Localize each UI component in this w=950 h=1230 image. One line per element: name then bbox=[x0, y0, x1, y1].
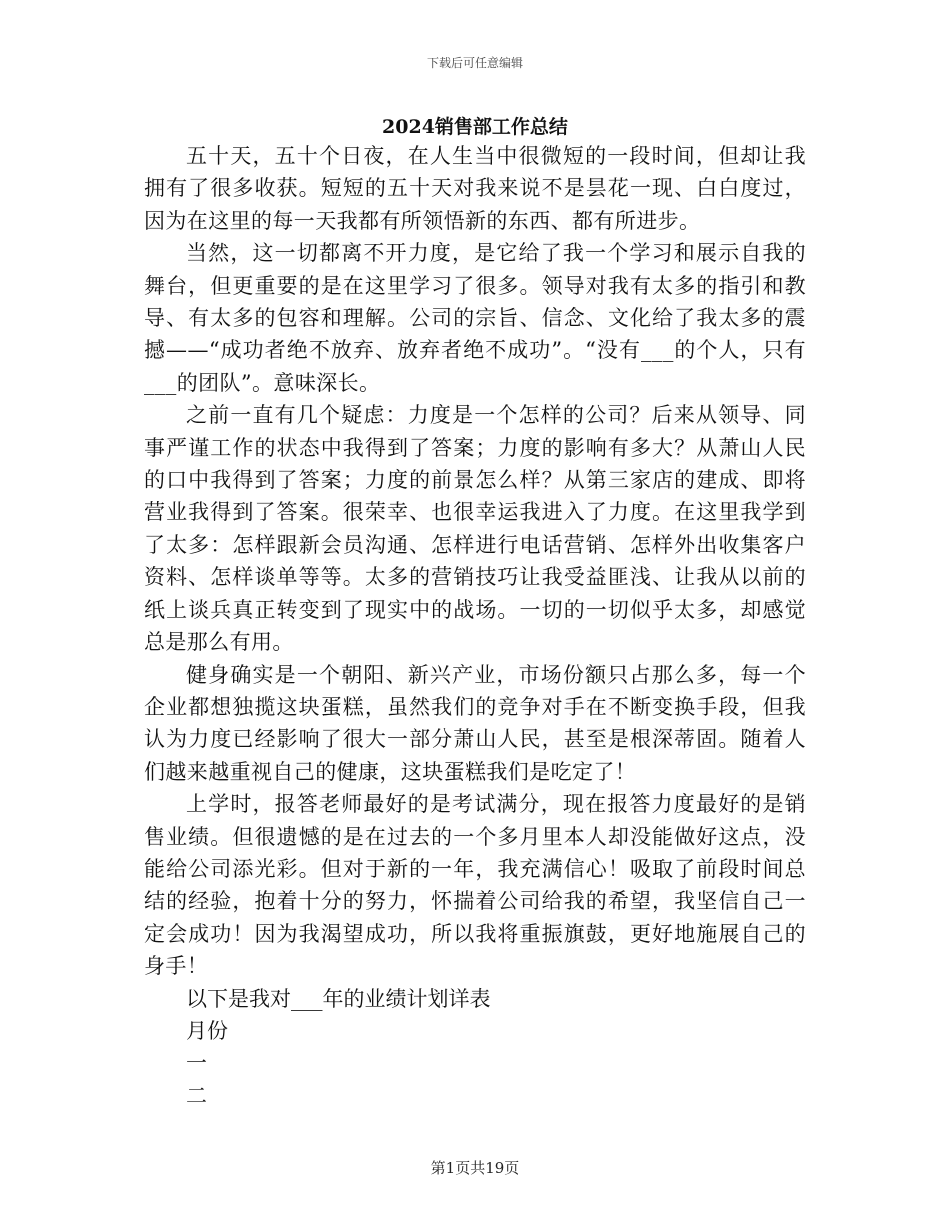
paragraph-5: 上学时，报答老师最好的是考试满分，现在报答力度最好的是销售业绩。但很遗憾的是在过去的一个多月里本人却没能做好这点，没能给公司添光彩。但对于新的一年，我充满信心！吸取了前段时间总结的经验，抱着十分的努力，怀揣着公司给我的希望，我坚信自己一定会成功！因为我渴望成功，所以我将重振旗鼓，更好地施展自己的身手！ bbox=[144, 792, 806, 979]
paragraph-2: 当然，这一切都离不开力度，是它给了我一个学习和展示自我的舞台，但更重要的是在这里学习了很多。领导对我有太多的指引和教导、有太多的包容和理解。公司的宗旨、信念、文化给了我太多的震撼——“成功者绝不放弃、放弃者绝不成功”。“没有___的个人，只有___的团队”。意味深长。 bbox=[144, 241, 806, 395]
document-body bbox=[144, 140, 806, 1112]
document-title: 2024销售部工作总结 bbox=[382, 116, 568, 138]
table-header-month: 月份 bbox=[186, 1018, 228, 1043]
month-item: 二 bbox=[186, 1083, 207, 1108]
paragraph-4: 健身确实是一个朝阳、新兴产业，市场份额只占那么多，每一个企业都想独揽这块蛋糕，虽然我们的竞争对手在不断变换手段，但我认为力度已经影响了很大一部分萧山人民，甚至是根深蒂固。随着人们越来越重视自己的健康，这块蛋糕我们是吃定了！ bbox=[144, 662, 806, 784]
plan-intro: 以下是我对___年的业绩计划详表 bbox=[186, 986, 491, 1011]
paragraph-3: 之前一直有几个疑虑：力度是一个怎样的公司？后来从领导、同事严谨工作的状态中我得到了答案；力度的影响有多大？从萧山人民的口中我得到了答案；力度的前景怎么样？从第三家店的建成、即将营业我得到了答案。很荣幸、也很幸运我进入了力度。在这里我学到了太多：怎样跟新会员沟通、怎样进行电话营销、怎样外出收集客户资料、怎样谈单等等。太多的营销技巧让我受益匪浅、让我从以前的纸上谈兵真正转变到了现实中的战场。一切的一切似乎太多，却感觉总是那么有用。 bbox=[144, 403, 806, 655]
page-footer: 第1页共19页 bbox=[430, 1159, 520, 1177]
paragraph-1: 五十天，五十个日夜，在人生当中很微短的一段时间，但却让我拥有了很多收获。短短的五十天对我来说不是昙花一现、白白度过，因为在这里的每一天我都有所领悟新的东西、都有所进步。 bbox=[144, 144, 806, 233]
month-item: 一 bbox=[186, 1051, 207, 1076]
header-note: 下载后可任意编辑 bbox=[426, 56, 523, 70]
